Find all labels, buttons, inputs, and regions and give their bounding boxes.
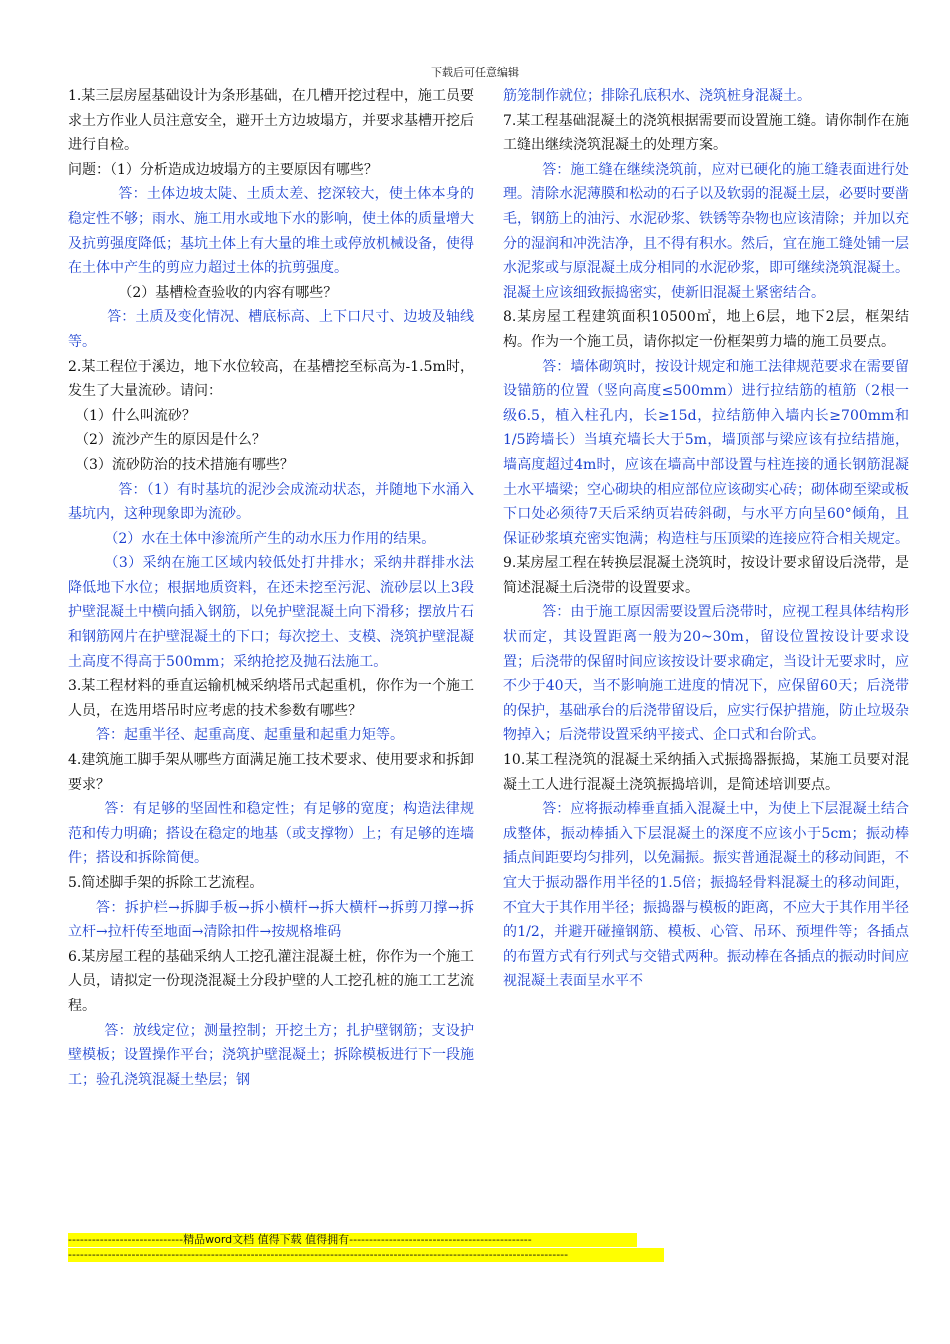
- answer-paragraph: 答：起重半径、起重高度、起重量和起重力矩等。: [96, 727, 404, 744]
- answer-paragraph: 答：土质及变化情况、槽底标高、上下口尺寸、边坡及轴线等。: [68, 309, 474, 350]
- answer-paragraph: （2）水在土体中渗流所产生的动水压力作用的结果。: [104, 530, 436, 547]
- answer-paragraph: 答：拆护栏→拆脚手板→拆小横杆→拆大横杆→拆剪刀撑→拆立杆→拉杆传至地面→清除扣件→按规格堆码: [68, 899, 474, 941]
- question-paragraph: （1）什么叫流砂？: [75, 407, 196, 424]
- question-paragraph: 10.某工程浇筑的混凝土采纳插入式振捣器振捣，某施工员要对混凝土工人进行混凝土浇筑振捣培训，是简述培训要点。: [503, 752, 909, 793]
- answer-paragraph: 答：土体边坡太陡、土质太差、挖深较大，使土体本身的稳定性不够；雨水、施工用水或地下水的影响，使土体的质量增大及抗剪强度降低；基坑土体上有大量的堆土或停放机械设备，使得在土体中产生的剪应力超过土体的抗剪强度。: [68, 186, 474, 277]
- footer-banner: -----------------------------精品word文档 值得下载 值得拥有----------------------------------------------: [68, 1233, 637, 1247]
- answer-paragraph: 答：墙体砌筑时，按设计规定和施工法律规范要求在需要留设锚筋的位置（竖向高度≤500mm）进行拉结筋的植筋（2根一级6.5，植入柱孔内，长≥15d，拉结筋伸入墙内长≥700mm和1/5跨墙长）当填充墙长大于5m，墙顶部与梁应该有拉结措施，墙高度超过4m时，应该在墙高中部设置与柱连接的通长钢筋混凝土水平墙梁；空心砌块的相应部位应该砌实心砖；砌体砌至梁或板下口处必须待7天后采纳页岩砖斜砌，与水平方向呈60°倾角，且保证砂浆填充密实饱满；构造柱与压顶梁的连接应符合相关规定。: [503, 358, 909, 547]
- question-paragraph: （2）基槽检查验收的内容有哪些？: [118, 284, 338, 301]
- right-column: [503, 84, 909, 994]
- answer-paragraph: 答：施工缝在继续浇筑前，应对已硬化的施工缝表面进行处理。清除水泥薄膜和松动的石子以及软弱的混凝土层，必要时要凿毛，钢筋上的油污、水泥砂浆、铁锈等杂物也应该清除；并加以充分的湿润和冲洗洁净，且不得有积水。然后，宜在施工缝处铺一层水泥浆或与原混凝土成分相同的水泥砂浆，即可继续浇筑混凝土。混凝土应该细致振捣密实，使新旧混凝土紧密结合。: [503, 161, 909, 301]
- question-paragraph: 3.某工程材料的垂直运输机械采纳塔吊式起重机，你作为一个施工人员，在选用塔吊时应考虑的技术参数有哪些？: [68, 678, 474, 719]
- answer-paragraph: 答：由于施工原因需要设置后浇带时，应视工程具体结构形状而定，其设置距离一般为20~30m，留设位置按设计要求设置；后浇带的保留时间应该按设计要求确定，当设计无要求时，应不少于40天，当不影响施工进度的情况下，应保留60天；后浇带的保护，基础承台的后浇带留设后，应实行保护措施，防止垃圾杂物掉入；后浇带设置采纳平接式、企口式和台阶式。: [503, 604, 909, 744]
- question-paragraph: 5.简述脚手架的拆除工艺流程。: [68, 875, 264, 891]
- question-paragraph: 4.建筑施工脚手架从哪些方面满足施工技术要求、使用要求和拆卸要求？: [68, 752, 474, 793]
- question-paragraph: 2.某工程位于溪边，地下水位较高，在基槽挖至标高为-1.5m时，发生了大量流砂。请问：: [68, 358, 474, 400]
- answer-paragraph: 答：应将振动棒垂直插入混凝土中，为使上下层混凝土结合成整体，振动棒插入下层混凝土的深度不应该小于5cm；振动棒插点间距要均匀排列，以免漏振。振实普通混凝土的移动间距，不宜大于振动器作用半径的1.5倍；振捣轻骨料混凝土的移动间距，不宜大于其作用半径；振捣器与模板的距离，不应大于其作用半径的1/2，并避开碰撞钢筋、模板、心管、吊环、预埋件等；各插点的布置方式有行列式与交错式两种。振动棒在各插点的振动时间应视混凝土表面呈水平不: [503, 801, 909, 990]
- question-paragraph: 6.某房屋工程的基础采纳人工挖孔灌注混凝土桩，你作为一个施工人员，请拟定一份现浇混凝土分段护壁的人工挖孔桩的施工工艺流程。: [68, 948, 474, 1014]
- left-column: [68, 84, 474, 1092]
- answer-paragraph: 答：有足够的坚固性和稳定性；有足够的宽度；构造法律规范和传力明确；搭设在稳定的地基（或支撑物）上；有足够的连墙件；搭设和拆除简便。: [68, 801, 474, 867]
- question-paragraph: （3）流砂防治的技术措施有哪些？: [75, 456, 294, 473]
- question-paragraph: 问题：（1）分析造成边坡塌方的主要原因有哪些？: [68, 161, 378, 178]
- page-header: 下载后可任意编辑: [431, 66, 519, 79]
- question-paragraph: 7.某工程基础混凝土的浇筑根据需要而设置施工缝。请你制作在施工缝出继续浇筑混凝土的处理方案。: [503, 112, 909, 154]
- question-paragraph: 9.某房屋工程在转换层混凝土浇筑时，按设计要求留设后浇带，是简述混凝土后浇带的设置要求。: [503, 555, 909, 596]
- answer-paragraph: 答：（1）有时基坑的泥沙会成流动状态，并随地下水涌入基坑内，这种现象即为流砂。: [68, 481, 474, 523]
- answer-paragraph: （3）采纳在施工区域内较低处打井排水；采纳井群排水法降低地下水位；根据地质资料，在还未挖至污泥、流砂层以上3段护壁混凝土中横向插入钢筋，以免护壁混凝土向下滑移；摆放片石和钢筋网片在护壁混凝土的下口；每次挖土、支模、浇筑护壁混凝土高度不得高于500mm；采纳抢挖及抛石法施工。: [68, 555, 474, 670]
- question-paragraph: 8.某房屋工程建筑面积10500㎡，地上6层，地下2层，框架结构。作为一个施工员，请你拟定一份框架剪力墙的施工员要点。: [503, 309, 909, 350]
- answer-paragraph: 筋笼制作就位；排除孔底积水、浇筑桩身混凝土。: [503, 88, 811, 104]
- footer-divider: ------------------------------------------------------------------------------------------------------------------------------: [68, 1248, 664, 1262]
- answer-paragraph: 答：放线定位；测量控制；开挖土方；扎护壁钢筋；支设护壁模板；设置操作平台；浇筑护壁混凝土；拆除模板进行下一段施工；验孔浇筑混凝土垫层；钢: [68, 1022, 474, 1088]
- question-paragraph: 1.某三层房屋基础设计为条形基础，在几槽开挖过程中，施工员要求土方作业人员注意安全，避开土方边坡塌方，并要求基槽开挖后进行自检。: [68, 88, 474, 154]
- question-paragraph: （2）流沙产生的原因是什么？: [75, 432, 266, 449]
